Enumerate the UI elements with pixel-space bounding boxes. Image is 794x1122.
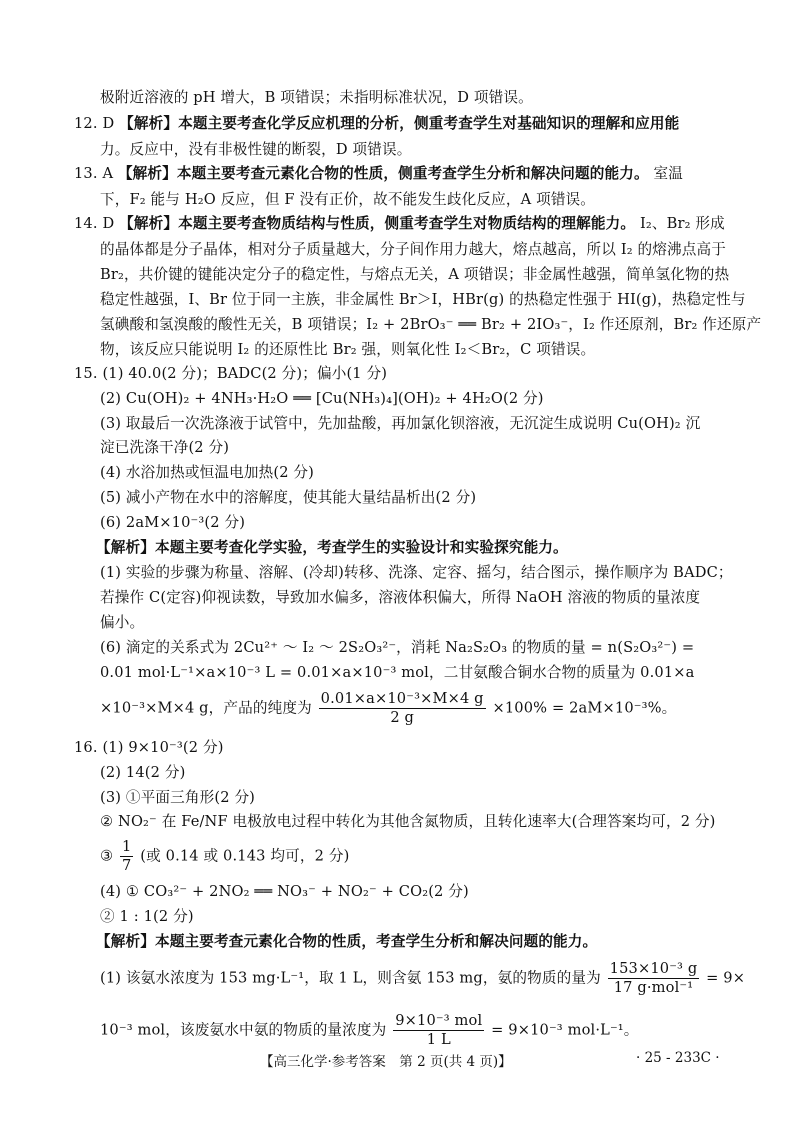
page-footer-title: 【高三化学·参考答案 第 2 页(共 4 页)】 — [260, 1054, 512, 1070]
answer-line: (4) 水浴加热或恒温电加热(2 分) — [100, 464, 315, 481]
text-line: 力。反应中，没有非极性键的断裂，D 项错误。 — [100, 141, 412, 158]
text-line: 的晶体都是分子晶体，相对分子质量越大，分子间作用力越大，熔点越高，所以 I₂ 的熔沸点高于 — [100, 241, 726, 258]
purity-fraction — [319, 690, 486, 727]
answer-line — [74, 214, 725, 234]
answer-line: (3) 取最后一次洗涤液于试管中，先加盐酸，再加氯化钡溶液，无沉淀生成说明 Cu(OH)₂ 沉 — [100, 415, 701, 432]
question-answer: 13. A — [74, 165, 114, 182]
fraction-numerator: 153×10⁻³ g — [609, 960, 698, 977]
moles-fraction — [608, 960, 700, 997]
text-line: 若操作 C(定容)仰视读数，导致加水偏多，溶液体积偏大，所得 NaOH 溶液的物质的量浓度 — [100, 589, 701, 606]
answer-line: 15. (1) 40.0(2 分)；BADC(2 分)；偏小(1 分) — [74, 365, 388, 382]
question-answer: 14. D — [74, 215, 115, 232]
answer-line: ② NO₂⁻ 在 Fe/NF 电极放电过程中转化为其他含氮物质，且转化速率大(合理答案均可，2 分) — [100, 813, 716, 830]
answer-line: (4) ① CO₃²⁻ + 2NO₂ ══ NO₃⁻ + NO₂⁻ + CO₂(2 分) — [100, 883, 469, 900]
text-fragment: ×10⁻³×M×4 g，产品的纯度为 — [100, 699, 312, 717]
answer-fraction — [120, 838, 133, 875]
text-line: 0.01 mol·L⁻¹×a×10⁻³ L = 0.01×a×10⁻³ mol，二甘氨酸合铜水合物的质量为 0.01×a — [100, 664, 695, 681]
fraction-numerator: 0.01×a×10⁻³×M×4 g — [320, 690, 484, 707]
fraction-numerator: 1 — [122, 838, 132, 855]
text-fragment: (或 0.14 或 0.143 均可，2 分) — [140, 847, 350, 865]
analysis-heading: 【解析】本题主要考查化学实验，考查学生的实验设计和实验探究能力。 — [96, 539, 568, 556]
text-line: 下，F₂ 能与 H₂O 反应，但 F 没有正价，故不能发生歧化反应，A 项错误。 — [100, 191, 596, 208]
fraction-denominator: 2 g — [390, 709, 415, 726]
text-line — [100, 1012, 639, 1049]
text-fragment: 室温 — [653, 165, 684, 182]
analysis-heading: 【解析】本题主要考查元素化合物的性质，考查学生分析和解决问题的能力。 — [96, 933, 598, 950]
fraction-denominator: 1 L — [426, 1031, 451, 1048]
fraction-denominator: 17 g·mol⁻¹ — [613, 979, 694, 996]
answer-line: (2) Cu(OH)₂ + 4NH₃·H₂O ══ [Cu(NH₃)₄](OH)₂ + 4H₂O(2 分) — [100, 390, 544, 407]
text-line: (6) 滴定的关系式为 2Cu²⁺ ～ I₂ ～ 2S₂O₃²⁻，消耗 Na₂S₂O₃ 的物质的量 = n(S₂O₃²⁻) = — [100, 639, 695, 656]
answer-line — [100, 838, 349, 875]
text-line: 物，该反应只能说明 I₂ 的还原性比 Br₂ 强，则氧化性 I₂＜Br₂，C 项错误。 — [100, 341, 596, 358]
circled-label: ③ — [100, 847, 114, 865]
fraction-denominator: 7 — [122, 857, 132, 874]
text-fragment: = 9×10⁻³ mol·L⁻¹。 — [491, 1021, 639, 1039]
text-line: Br₂，共价键的键能决定分子的稳定性，与熔点无关，A 项错误；非金属性越强，简单氢化物的热 — [100, 266, 730, 283]
text-fragment: ×100% = 2aM×10⁻³%。 — [492, 699, 677, 717]
text-line — [100, 690, 676, 727]
question-answer: 12. D — [74, 115, 115, 132]
answer-line: (5) 减小产物在水中的溶解度，使其能大量结晶析出(2 分) — [100, 489, 477, 506]
answer-line: (3) ①平面三角形(2 分) — [100, 789, 256, 806]
answer-line: ② 1 : 1(2 分) — [100, 908, 194, 925]
text-line: 氢碘酸和氢溴酸的酸性无关，B 项错误；I₂ + 2BrO₃⁻ ══ Br₂ + 2IO₃⁻，I₂ 作还原剂，Br₂ 作还原产 — [100, 316, 762, 333]
answer-line: 16. (1) 9×10⁻³(2 分) — [74, 739, 224, 756]
analysis-heading: 【解析】本题主要考查化学反应机理的分析，侧重考查学生对基础知识的理解和应用能 — [119, 115, 680, 132]
analysis-heading: 【解析】本题主要考查物质结构与性质，侧重考查学生对物质结构的理解能力。 — [119, 215, 636, 232]
page-footer-code: · 25 - 233C · — [636, 1050, 720, 1066]
answer-line — [74, 114, 679, 134]
fraction-numerator: 9×10⁻³ mol — [395, 1012, 483, 1029]
text-line: 淀已洗涤干净(2 分) — [100, 439, 230, 456]
text-line — [100, 960, 745, 997]
concentration-fraction — [393, 1012, 484, 1049]
answer-line: (2) 14(2 分) — [100, 764, 186, 781]
text-fragment: (1) 该氨水浓度为 153 mg·L⁻¹，取 1 L，则含氨 153 mg，氨的物质的量为 — [100, 969, 601, 987]
text-line: (1) 实验的步骤为称量、溶解、(冷却)转移、洗涤、定容、摇匀，结合图示，操作顺序为 BADC； — [100, 564, 733, 581]
text-fragment: = 9× — [706, 969, 746, 987]
text-line: 稳定性越强，I、Br 位于同一主族，非金属性 Br＞I，HBr(g) 的热稳定性强于 HI(g)，热稳定性与 — [100, 291, 746, 308]
analysis-heading: 【解析】本题主要考查元素化合物的性质，侧重考查学生分析和解决问题的能力。 — [117, 165, 649, 182]
text-line: 极附近溶液的 pH 增大，B 项错误；未指明标准状况，D 项错误。 — [100, 89, 533, 106]
text-fragment: 10⁻³ mol，该废氨水中氨的物质的量浓度为 — [100, 1021, 387, 1039]
answer-line: (6) 2aM×10⁻³(2 分) — [100, 514, 246, 531]
answer-line — [74, 164, 683, 184]
text-line: 偏小。 — [100, 614, 145, 631]
text-fragment: I₂、Br₂ 形成 — [639, 215, 725, 232]
